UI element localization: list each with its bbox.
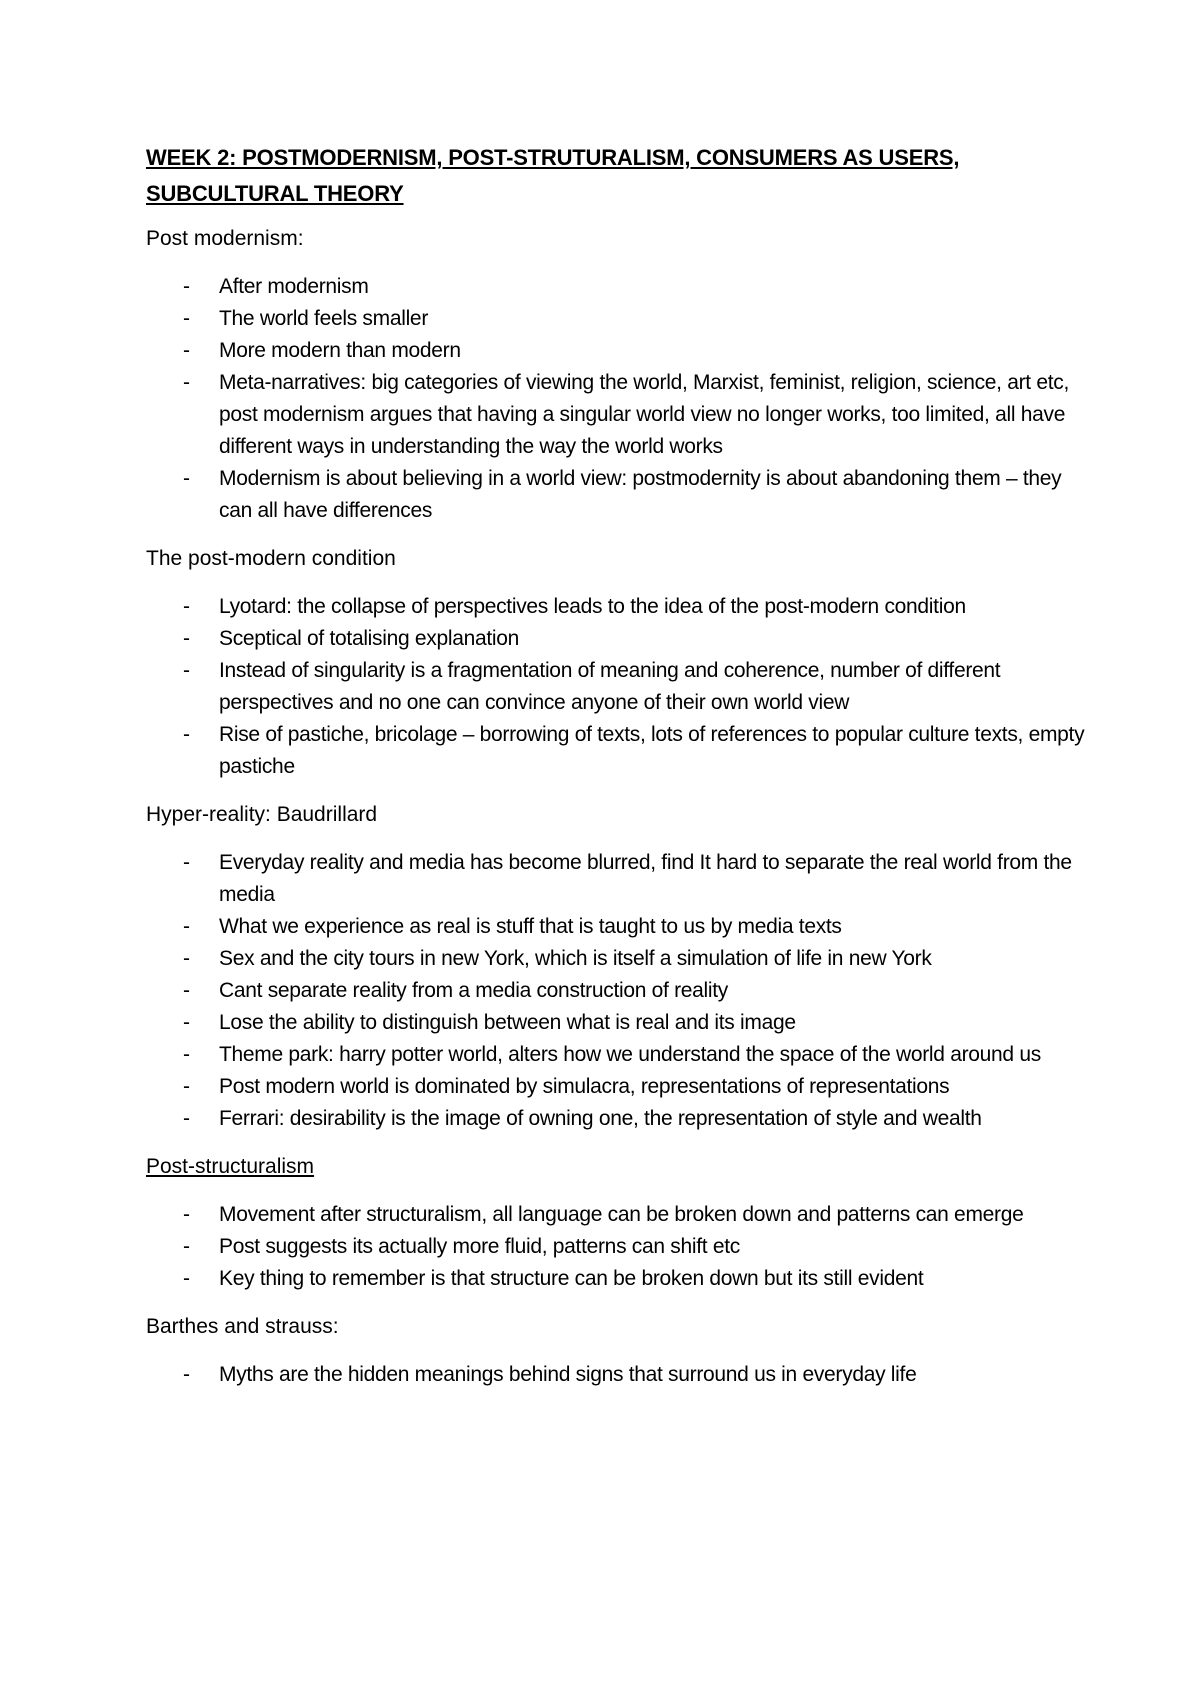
list-item [146,719,1086,783]
list-item-text: Sceptical of totalising explanation [219,627,520,650]
list-item-text: Movement after structuralism, all language can be broken down and patterns can emerge [219,1203,1024,1226]
list-item [146,1071,1086,1103]
list-item-text: Lyotard: the collapse of perspectives leads to the idea of the post-modern condition [219,595,966,618]
list-item-text: Sex and the city tours in new York, which is itself a simulation of life in new York [219,947,932,970]
section-heading: The post-modern condition [146,547,396,570]
section-heading: Post-structuralism [146,1155,315,1178]
list-item-text: The world feels smaller [219,307,429,330]
list-item [146,1231,1086,1263]
list-item [146,1199,1086,1231]
list-item [146,463,1086,527]
list-item [146,303,1086,335]
list-item-text: Everyday reality and media has become blurred, find It hard to separate the real world from the media [219,851,1072,906]
bullet-dash: - [183,1235,190,1258]
bullet-dash: - [183,627,190,650]
bullet-list [146,591,1086,783]
bullet-list [146,1199,1086,1295]
section-heading: Hyper-reality: Baudrillard [146,803,378,826]
list-item [146,1359,1086,1391]
section-post-modern-condition [146,543,1086,783]
bullet-list [146,271,1086,527]
bullet-dash: - [183,851,190,874]
list-item [146,943,1086,975]
bullet-dash: - [183,371,190,394]
list-item-text: Modernism is about believing in a world view: postmodernity is about abandoning them – they can all have differences [219,467,1062,522]
bullet-dash: - [183,595,190,618]
list-item [146,623,1086,655]
list-item-text: Ferrari: desirability is the image of owning one, the representation of style and wealth [219,1107,982,1130]
bullet-dash: - [183,1203,190,1226]
list-item-text: Rise of pastiche, bricolage – borrowing of texts, lots of references to popular culture texts, empty pastiche [219,723,1085,778]
list-item-text: Meta-narratives: big categories of viewing the world, Marxist, feminist, religion, science, art etc, post modernism argues that having a singular world view no longer works, too limited, all have different ways in understanding the way the world works [219,371,1070,458]
bullet-list [146,1359,1086,1391]
bullet-dash: - [183,1107,190,1130]
list-item [146,1007,1086,1039]
list-item [146,975,1086,1007]
list-item-text: What we experience as real is stuff that is taught to us by media texts [219,915,842,938]
list-item-text: Lose the ability to distinguish between what is real and its image [219,1011,796,1034]
section-post-modernism [146,223,1086,527]
section-hyper-reality [146,799,1086,1135]
bullet-dash: - [183,1043,190,1066]
list-item [146,847,1086,911]
document-title: WEEK 2: POSTMODERNISM, POST-STRUTURALISM, CONSUMERS AS USERS, SUBCULTURAL THEORY [146,145,960,206]
list-item [146,367,1086,463]
bullet-dash: - [183,659,190,682]
list-item [146,911,1086,943]
list-item [146,335,1086,367]
list-item-text: Key thing to remember is that structure can be broken down but its still evident [219,1267,924,1290]
list-item [146,1263,1086,1295]
list-item [146,1039,1086,1071]
bullet-dash: - [183,467,190,490]
list-item-text: Myths are the hidden meanings behind signs that surround us in everyday life [219,1363,917,1386]
list-item-text: Instead of singularity is a fragmentation of meaning and coherence, number of different perspectives and no one can convince anyone of their own world view [219,659,1001,714]
section-barthes-and-strauss [146,1311,1086,1391]
bullet-dash: - [183,275,190,298]
list-item-text: Post suggests its actually more fluid, patterns can shift etc [219,1235,740,1258]
bullet-dash: - [183,1267,190,1290]
bullet-dash: - [183,1075,190,1098]
list-item [146,591,1086,623]
bullet-dash: - [183,723,190,746]
section-heading: Barthes and strauss: [146,1315,339,1338]
list-item [146,1103,1086,1135]
bullet-dash: - [183,915,190,938]
list-item [146,271,1086,303]
bullet-dash: - [183,339,190,362]
list-item-text: After modernism [219,275,369,298]
bullet-dash: - [183,947,190,970]
bullet-dash: - [183,1011,190,1034]
bullet-dash: - [183,307,190,330]
bullet-list [146,847,1086,1135]
document-page [146,140,1086,1407]
list-item-text: Post modern world is dominated by simulacra, representations of representations [219,1075,950,1098]
list-item [146,655,1086,719]
list-item-text: Theme park: harry potter world, alters how we understand the space of the world around us [219,1043,1041,1066]
bullet-dash: - [183,1363,190,1386]
list-item-text: Cant separate reality from a media construction of reality [219,979,729,1002]
bullet-dash: - [183,979,190,1002]
section-post-structuralism [146,1151,1086,1295]
section-heading: Post modernism: [146,227,304,250]
list-item-text: More modern than modern [219,339,461,362]
